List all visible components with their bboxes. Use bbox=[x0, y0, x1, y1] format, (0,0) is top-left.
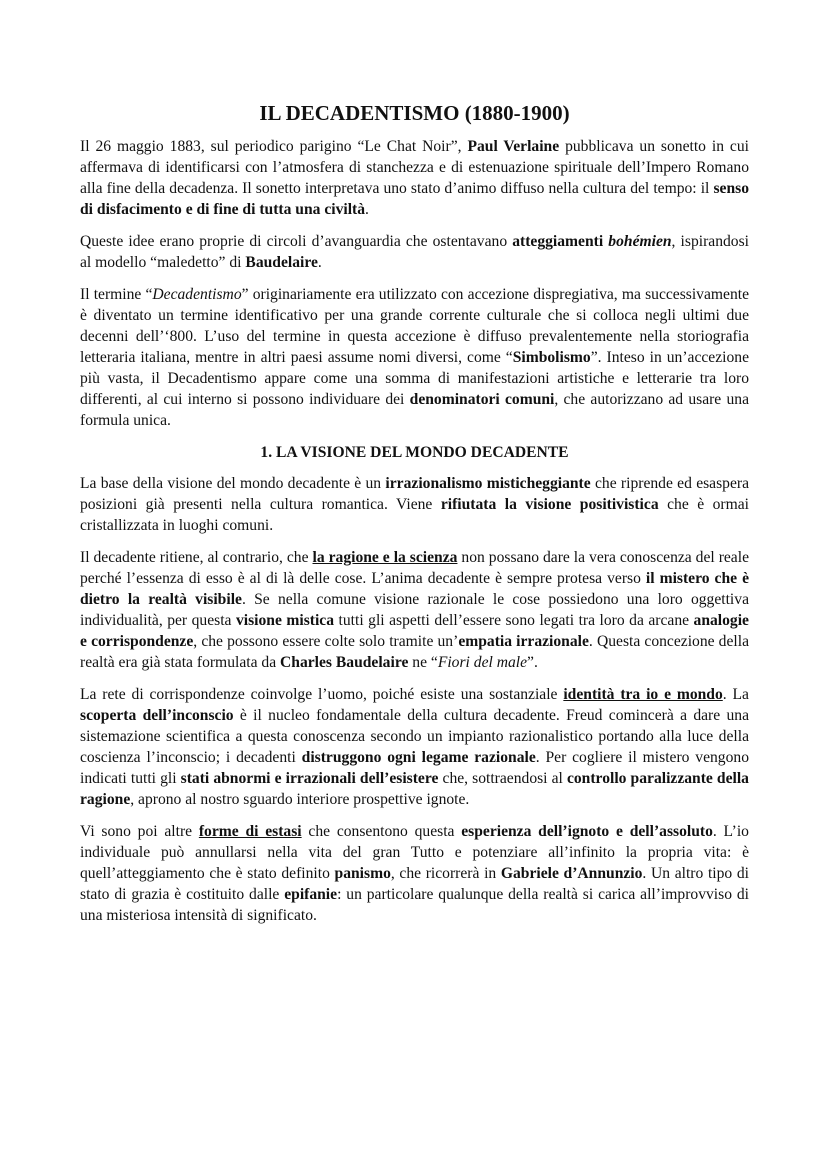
paragraph bbox=[80, 136, 749, 220]
emphasized-text: denominatori comuni bbox=[409, 391, 555, 408]
text-run: 1. LA VISIONE DEL MONDO DECADENTE bbox=[260, 444, 569, 461]
emphasized-text: rifiutata la visione positivistica bbox=[440, 496, 659, 513]
emphasized-text: Simbolismo bbox=[512, 349, 591, 366]
text-run: , che autorizzano ad usare una formula unica. bbox=[80, 391, 749, 429]
text-run: ” originariamente era utilizzato con accezione dispregiativa, ma successivamente è diventato un termine identificativo per una grande corrente culturale che si colloca negli ultimi due decenni dell’‘800. L’uso del termine in questa accezione è diffuso prevalentemente nella storiografia letteraria italiana, mentre in altri paesi assume nomi diversi, come “ bbox=[80, 286, 749, 366]
paragraph bbox=[80, 231, 749, 273]
document-body bbox=[80, 136, 749, 926]
text-run: . Un altro tipo di stato di grazia è costituito dalle bbox=[80, 865, 749, 903]
text-run: ”. Inteso in un’accezione più vasta, il Decadentismo appare come una somma di manifestazioni artistiche e letterarie tra loro differenti, al cui interno si possono individuare dei bbox=[80, 349, 749, 408]
emphasized-text: epifanie bbox=[284, 886, 338, 903]
text-run: . Se nella comune visione razionale le cose possiedono una loro oggettiva individualità, per questa bbox=[80, 591, 749, 629]
emphasized-text: irrazionalismo misticheggiante bbox=[385, 475, 591, 492]
text-run: . Questa concezione della realtà era già stata formulata da bbox=[80, 633, 749, 671]
emphasized-text: la ragione e la scienza bbox=[312, 549, 458, 566]
text-run: che, sottraendosi al bbox=[438, 770, 567, 787]
emphasized-text: visione mistica bbox=[235, 612, 335, 629]
paragraph bbox=[80, 284, 749, 431]
emphasized-text: Baudelaire bbox=[245, 254, 318, 271]
document-page bbox=[80, 99, 749, 937]
emphasized-text: analogie e corrispondenze bbox=[80, 612, 749, 650]
text-run: Queste idee erano proprie di circoli d’avanguardia che ostentavano bbox=[80, 233, 513, 250]
text-run: che consentono questa bbox=[301, 823, 462, 840]
paragraph bbox=[80, 547, 749, 673]
emphasized-text: bohémien bbox=[608, 233, 672, 250]
paragraph bbox=[80, 821, 749, 926]
text-run: che riprende ed esaspera posizioni già presenti nella cultura romantica. Viene bbox=[80, 475, 750, 513]
text-run: . L’io individuale può annullarsi nella vita del gran Tutto e potenziare all’infinito la propria vita: è quell’atteggiamento che è stato definito bbox=[80, 823, 749, 882]
paragraph bbox=[80, 473, 749, 536]
emphasized-text: controllo paralizzante della ragione bbox=[80, 770, 749, 808]
text-run: , aprono al nostro sguardo interiore prospettive ignote. bbox=[130, 791, 470, 808]
text-run: pubblicava un sonetto in cui affermava di identificarsi con l’atmosfera di stanchezza e di estenuazione spirituale dell’Impero Romano alla fine della decadenza. Il sonetto interpretava uno stato d’animo diffuso nella cultura del tempo: il bbox=[80, 138, 749, 197]
emphasized-text: Fiori del male bbox=[437, 654, 528, 671]
text-run: Il termine “ bbox=[80, 286, 153, 303]
document-title: IL DECADENTISMO (1880-1900) bbox=[259, 101, 570, 125]
paragraph bbox=[80, 684, 749, 810]
emphasized-text: il mistero che è dietro la realtà visibile bbox=[80, 570, 749, 608]
emphasized-text: Paul Verlaine bbox=[467, 138, 560, 155]
text-run: La rete di corrispondenze coinvolge l’uomo, poiché esiste una sostanziale bbox=[80, 686, 564, 703]
text-run: Vi sono poi altre bbox=[80, 823, 199, 840]
text-run: tutti gli aspetti dell’essere sono legati tra loro da arcane bbox=[334, 612, 694, 629]
text-run: è il nucleo fondamentale della cultura decadente. Freud comincerà a dare una sistemazione scientifica a questa conoscenza secondo un impianto razionalistico portando alla luce della coscienza l’inconscio; i decadenti bbox=[80, 707, 750, 766]
emphasized-text: atteggiamenti bbox=[512, 233, 609, 250]
section-heading bbox=[80, 442, 749, 463]
emphasized-text: scoperta dell’inconscio bbox=[80, 707, 234, 724]
emphasized-text: distruggono ogni legame razionale bbox=[301, 749, 536, 766]
text-run: . bbox=[365, 201, 369, 218]
emphasized-text: senso di disfacimento e di fine di tutta una civiltà bbox=[80, 180, 749, 218]
text-run: non possano dare la vera conoscenza del reale perché l’essenza di esso è al di là delle cose. L’anima decadente è sempre protesa verso bbox=[80, 549, 749, 587]
emphasized-text: Decadentismo bbox=[152, 286, 242, 303]
emphasized-text: empatia irrazionale bbox=[458, 633, 589, 650]
emphasized-text: panismo bbox=[334, 865, 391, 882]
text-run: La base della visione del mondo decadente è un bbox=[80, 475, 386, 492]
emphasized-text: forme di estasi bbox=[198, 823, 302, 840]
emphasized-text: esperienza dell’ignoto e dell’assoluto bbox=[461, 823, 713, 840]
text-run: . La bbox=[722, 686, 749, 703]
text-run: Il 26 maggio 1883, sul periodico parigino “Le Chat Noir”, bbox=[80, 138, 468, 155]
text-run: Il decadente ritiene, al contrario, che bbox=[80, 549, 313, 566]
text-run: : un particolare qualunque della realtà si carica all’improvviso di una misteriosa intensità di significato. bbox=[80, 886, 749, 924]
text-run: , che possono essere colte solo tramite un’ bbox=[193, 633, 459, 650]
emphasized-text: identità tra io e mondo bbox=[563, 686, 723, 703]
text-run: , che ricorrerà in bbox=[390, 865, 501, 882]
text-run: ne “ bbox=[408, 654, 438, 671]
text-run: . Per cogliere il mistero vengono indicati tutti gli bbox=[80, 749, 749, 787]
text-run: . bbox=[317, 254, 322, 271]
emphasized-text: stati abnormi e irrazionali dell’esistere bbox=[180, 770, 439, 787]
emphasized-text: Gabriele d’Annunzio bbox=[500, 865, 643, 882]
emphasized-text: Charles Baudelaire bbox=[280, 654, 409, 671]
text-run: , ispirandosi al modello “maledetto” di bbox=[80, 233, 749, 271]
text-run: ”. bbox=[527, 654, 538, 671]
text-run: che è ormai cristallizzata in luoghi comuni. bbox=[80, 496, 750, 534]
